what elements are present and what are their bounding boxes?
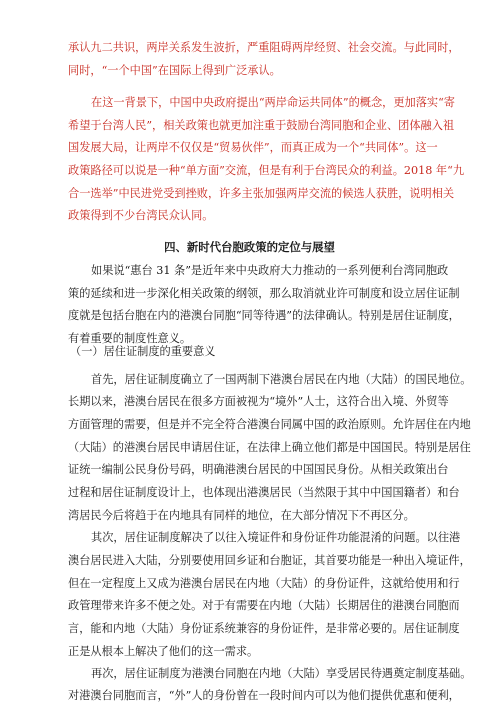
text-line: 长期以来，港澳台居民在很多方面被视为“境外”人士，这符合出入境、外贸等	[68, 395, 449, 408]
text-line: 政策路径可以说是一种“单方面”交流，但是有利于台湾民众的利益。2018 年“九	[68, 164, 465, 177]
text-line: （大陆）的港澳台居民申请居住证，在法律上确立他们都是中国国民。特别是居住	[68, 441, 471, 454]
text-line: 国发展大局，让两岸不仅仅是“贸易伙伴”，而真正成为一个“共同体”。这一	[68, 141, 438, 154]
text-line: 言，能和内地（大陆）身份证系统兼容的身份证件，是非常必要的。居住证制度	[68, 622, 460, 635]
text-line: 过程和居住证制度设计上，也体现出港澳居民（当然限于其中中国国籍者）和台	[68, 486, 460, 499]
text-line: 政策得到不少台湾民众认同。	[68, 209, 214, 222]
text-line: 首先，居住证制度确立了一国两制下港澳台居民在内地（大陆）的国民地位。	[91, 373, 472, 386]
text-line: 证统一编制公民身份号码，明确港澳台居民的中国国民身份。从相关政策出台	[68, 463, 449, 476]
text-line: 方面管理的需要，但是并不完全符合港澳台同属中国的政治原则。允许居住在内地	[68, 418, 471, 431]
text-line: 希望于台湾人民”，相关政策也就更加注重于鼓励台湾同胞和企业、团体融入祖	[68, 119, 455, 132]
text-line: 正是从根本上解决了他们的这一需求。	[68, 645, 259, 658]
text-line: 湾居民今后将趋于在内地具有同样的地位，在大部分情况下不再区分。	[68, 509, 415, 522]
text-line: 如果说“惠台 31 条”是近年来中央政府大力推动的一系列便利台湾同胞政	[91, 264, 449, 277]
text-line: 但在一定程度上又成为港澳台居民在内地（大陆）的身份证件，这就给使用和行	[68, 577, 460, 590]
text-line: 合一选举”中民进党受到挫败，许多主张加强两岸交流的候选人获胜，说明相关	[68, 187, 455, 200]
text-line: 度就是包括台胞在内的港澳台同胞“同等待遇”的法律确认。特别是居住证制度，	[68, 309, 460, 322]
text-line: 承认九二共识，两岸关系发生波折，严重阻碍两岸经贸、社会交流。与此同时，	[68, 41, 460, 54]
text-line: 有着重要的制度性意义。	[68, 332, 192, 345]
section-heading: 四、新时代台胞政策的定位与展望	[164, 240, 335, 254]
text-line: 同时，“一个中国”在国际上得到广泛承认。	[68, 64, 281, 77]
text-line: 其次，居住证制度解决了以往入境证件和身份证件功能混淆的问题。以往港	[91, 531, 461, 544]
subsection-heading: （一）居住证制度的重要意义	[70, 345, 216, 358]
text-line: 在这一背景下，中国中央政府提出“两岸命运共同体”的概念，更加落实“寄	[91, 96, 455, 109]
text-line: 政管理带来许多不便之处。对于有需要在内地（大陆）长期居住的港澳台同胞而	[68, 599, 460, 612]
text-line: 澳台居民进入大陆，分别要使用回乡证和台胞证，其首要功能是一种出入境证件，	[68, 554, 471, 567]
text-line: 对港澳台同胞而言，“外”人的身份曾在一段时间内可以为他们提供优惠和便利，	[68, 689, 460, 702]
text-line: 策的延续和进一步深化相关政策的纲领，那么取消就业许可制度和设立居住证制	[68, 287, 460, 300]
text-line: 再次，居住证制度为港澳台同胞在内地（大陆）享受居民待遇奠定制度基础。	[91, 667, 472, 680]
